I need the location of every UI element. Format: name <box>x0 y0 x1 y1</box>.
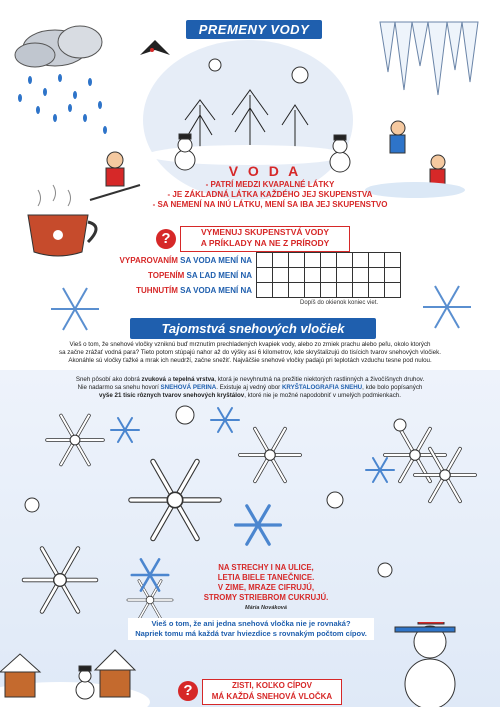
answer-cell[interactable] <box>321 268 337 283</box>
voda-fact-line: - JE ZÁKLADNÁ LÁTKA KAŽDÉHO JEJ SKUPENSTVA <box>167 190 373 199</box>
smiling-star-icon <box>25 406 406 577</box>
snowflake-icon <box>211 408 239 432</box>
snowflake-icon <box>132 559 168 590</box>
answer-cell[interactable] <box>353 268 369 283</box>
voda-fact-line: - SA NEMENÍ NA INÚ LÁTKU, MENÍ SA IBA JEJ SKUPENSTVO <box>152 200 388 209</box>
grid-note: Dopíš do okienok koniec viet. <box>300 300 379 306</box>
question-icon: ? <box>156 229 176 249</box>
answer-cell[interactable] <box>369 268 385 283</box>
answer-cell[interactable] <box>321 253 337 268</box>
text-span: , ktoré nie je možné napodobniť v umelých podmienkach. <box>244 392 401 399</box>
answer-cell[interactable] <box>337 283 353 298</box>
text-span: SNEHOVÁ PERINA <box>160 384 217 391</box>
text-span: a <box>165 376 173 383</box>
answer-cell[interactable] <box>369 283 385 298</box>
snowflake-icon <box>47 416 103 465</box>
snowflake-icon <box>420 280 475 335</box>
answer-cell[interactable] <box>369 253 385 268</box>
page-title: PREMENY VODY <box>186 20 322 39</box>
answer-cell[interactable] <box>305 283 321 298</box>
poem-line: STROMY STRIEBROM CUKRUJÚ. <box>203 593 329 602</box>
answer-cell[interactable] <box>305 253 321 268</box>
question-task-2 <box>202 679 342 705</box>
snowflake-icon <box>240 429 300 482</box>
bird-icon <box>140 40 170 55</box>
text-span: , ktorá je nevyhnutná na prežitie niektorých rastlinných a živočíšnych druhov. <box>214 376 425 383</box>
text-span: zvuková <box>141 376 166 383</box>
text-span: KRYŠTALOGRAFIA SNEHU <box>281 384 363 391</box>
question-task-line: ZISTI, KOĽKO CÍPOV <box>231 681 312 690</box>
big-snowman-icon <box>395 622 455 707</box>
question-task-1 <box>180 226 350 252</box>
intro-paragraph <box>8 341 492 365</box>
answer-cell[interactable] <box>289 268 305 283</box>
paragraph-line <box>8 392 492 400</box>
answer-cell[interactable] <box>385 283 401 298</box>
snow-facts-paragraph <box>8 376 492 400</box>
sentence-keyword: TUHNUTÍM <box>136 286 178 295</box>
answer-cell[interactable] <box>337 268 353 283</box>
poem-line: V ZIME, MRAZE CIFRUJÚ, <box>217 583 315 592</box>
snowflake-icon <box>131 462 219 539</box>
sentence-rest: SA VODA MENÍ NA <box>177 256 252 265</box>
question-task-line: MÁ KAŽDÁ SNEHOVÁ VLOČKA <box>211 692 333 701</box>
paragraph-line: Vieš o tom, že snehové vločky vzniknú buď mrznutím prechladených kvapiek vody, alebo zo zrniek prachu alebo peľu, okolo ktorých <box>69 341 431 348</box>
question-task-line: VYMENUJ SKUPENSTVÁ VODY <box>201 227 329 237</box>
answer-cell[interactable] <box>273 253 289 268</box>
snowflake-icon <box>236 506 281 544</box>
answer-cell[interactable] <box>321 283 337 298</box>
poem-line: LETIA BIELE TANEČNICE. <box>217 573 315 582</box>
poem-line: NA STRECHY I NA ULICE, <box>218 563 314 572</box>
text-span: Nie nadarmo sa snehu hovorí <box>77 384 161 391</box>
paragraph-line <box>8 376 492 384</box>
voda-facts <box>120 180 420 210</box>
question-icon: ? <box>178 681 198 701</box>
rain-cloud-icon <box>15 26 107 134</box>
fact-line: Vieš o tom, že ani jedna snehová vločka nie je rovnaká? <box>151 619 351 628</box>
poem-author: Mária Nováková <box>245 605 287 611</box>
answer-cell[interactable] <box>337 253 353 268</box>
answer-cell[interactable] <box>305 268 321 283</box>
snowflake-icon <box>111 418 139 442</box>
paragraph-line: Akonáhle sú vločky ťažké a mrak ich neudrží, začne snežiť. Najväčšie snehové vločky padajú pri teplotách vzduchu tesne pod nulou. <box>68 357 432 364</box>
text-span: Sneh pôsobí ako dobrá <box>75 376 142 383</box>
answer-cell[interactable] <box>257 283 273 298</box>
answer-cell[interactable] <box>289 283 305 298</box>
question-task-line: A PRÍKLADY NA NE Z PRÍRODY <box>200 238 330 248</box>
text-span: , kde bolo popísaných <box>362 384 423 391</box>
answer-cell[interactable] <box>257 253 273 268</box>
text-span: . Existuje aj vedný obor <box>216 384 282 391</box>
sentence-row-3 <box>92 286 252 295</box>
snowflake-icon <box>24 549 96 612</box>
voda-title: V O D A <box>228 163 302 179</box>
poem <box>196 563 336 613</box>
answer-cell[interactable] <box>257 268 273 283</box>
answer-cell[interactable] <box>353 283 369 298</box>
answer-grid[interactable] <box>256 252 401 298</box>
paragraph-line <box>8 384 492 392</box>
snowflake-icon <box>366 458 394 482</box>
sentence-keyword: TOPENÍM <box>147 271 185 280</box>
text-span: vyše 21 tisíc rôznych tvarov snehových kryštálov <box>99 392 245 399</box>
fact-line: Napriek tomu má každá tvar hviezdice s rovnakým počtom cípov. <box>135 629 367 638</box>
sentence-row-1 <box>92 256 252 265</box>
answer-cell[interactable] <box>385 268 401 283</box>
section-title: Tajomstvá snehových vločiek <box>130 318 376 339</box>
text-span: tepelná vrstva <box>172 376 215 383</box>
icicles-icon <box>380 22 478 95</box>
answer-cell[interactable] <box>273 268 289 283</box>
sentence-rest: SA VODA MENÍ NA <box>177 286 252 295</box>
answer-cell[interactable] <box>273 283 289 298</box>
snowflake-icon <box>48 282 103 337</box>
paragraph-line: sa začne zrážať vodná para? Tieto potom stúpajú nahor až do výšky asi 6 kilometrov, kde skryštalizujú do tisícich tvarov snehových vločiek. <box>59 349 441 356</box>
answer-cell[interactable] <box>385 253 401 268</box>
voda-fact-line: - PATRÍ MEDZI KVAPALNÉ LÁTKY <box>205 180 335 189</box>
sentence-row-2 <box>92 271 252 280</box>
sentence-keyword: VYPAROVANÍM <box>119 256 178 265</box>
tea-cup-illustration <box>18 180 113 265</box>
snowflake-icon <box>128 581 172 620</box>
answer-cell[interactable] <box>353 253 369 268</box>
sentence-rest: SA ĽAD MENÍ NA <box>184 271 252 280</box>
answer-cell[interactable] <box>289 253 305 268</box>
